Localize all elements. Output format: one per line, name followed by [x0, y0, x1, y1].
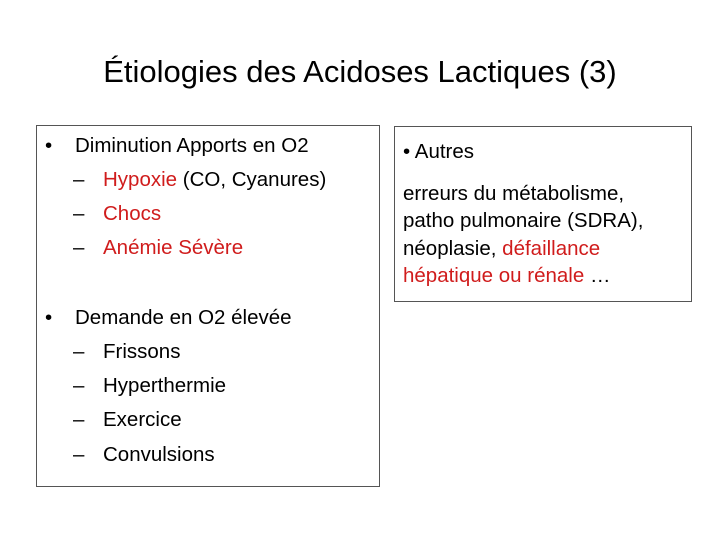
- bullet-diminution-apports: [45, 132, 309, 160]
- sub-item-text: (CO, Cyanures): [177, 168, 327, 191]
- bullet-marker: •: [45, 306, 53, 329]
- bullet-heading: Autres: [414, 140, 475, 163]
- sub-item-red-text: Anémie Sévère: [103, 236, 244, 259]
- sub-item-hyperthermie: [73, 372, 226, 400]
- sub-item-text: Hyperthermie: [103, 374, 227, 397]
- dash-marker: –: [73, 168, 85, 191]
- autres-line-3: [403, 235, 600, 263]
- autres-line-4: [403, 262, 610, 290]
- autres-text: patho pulmonaire (SDRA),: [403, 209, 644, 232]
- bullet-heading: Demande en O2 élevée: [75, 306, 292, 329]
- dash-marker: –: [73, 236, 85, 259]
- bullet-autres: [403, 138, 474, 166]
- sub-item-red-text: Chocs: [103, 202, 162, 225]
- autres-line-2: [403, 207, 643, 235]
- autres-text: erreurs du métabolisme,: [403, 182, 625, 205]
- autres-red-text: hépatique ou rénale: [403, 264, 585, 287]
- bullet-marker: •: [45, 134, 53, 157]
- bullet-demande-o2: [45, 304, 292, 332]
- sub-item-frissons: [73, 338, 180, 366]
- autres-line-1: [403, 180, 624, 208]
- dash-marker: –: [73, 374, 85, 397]
- dash-marker: –: [73, 202, 85, 225]
- dash-marker: –: [73, 408, 85, 431]
- bullet-heading: Diminution Apports en O2: [75, 134, 309, 157]
- sub-item-anemie: [73, 234, 243, 262]
- dash-marker: –: [73, 340, 85, 363]
- sub-item-exercice: [73, 406, 182, 434]
- sub-item-text: Frissons: [103, 340, 181, 363]
- autres-red-text: défaillance: [502, 237, 601, 260]
- sub-item-text: Convulsions: [103, 443, 215, 466]
- sub-item-hypoxie: [73, 166, 326, 194]
- sub-item-chocs: [73, 200, 161, 228]
- autres-ellipsis: …: [584, 264, 611, 287]
- dash-marker: –: [73, 443, 85, 466]
- sub-item-red-text: Hypoxie: [103, 168, 178, 191]
- bullet-marker: •: [403, 140, 411, 163]
- autres-text: néoplasie,: [403, 237, 503, 260]
- slide-title: Étiologies des Acidoses Lactiques (3): [103, 54, 617, 89]
- sub-item-text: Exercice: [103, 408, 182, 431]
- sub-item-convulsions: [73, 441, 215, 469]
